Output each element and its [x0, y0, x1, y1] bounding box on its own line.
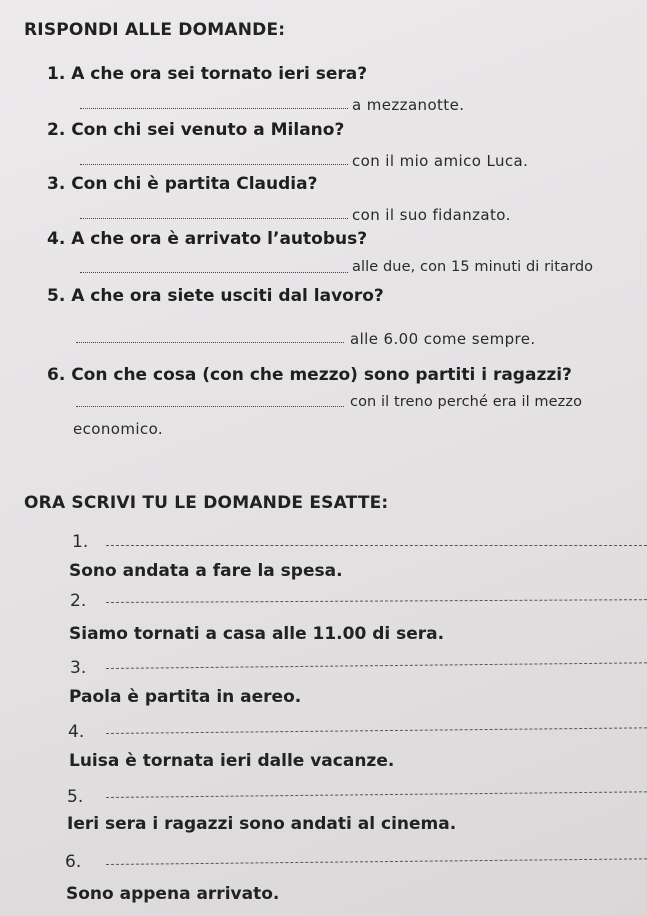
- section2-heading: ORA SCRIVI TU LE DOMANDE ESATTE:: [24, 493, 389, 513]
- question-2: 2. Con chi sei venuto a Milano?: [47, 120, 345, 140]
- question-line-6[interactable]: [106, 858, 647, 865]
- item-number-1: 1.: [72, 532, 89, 552]
- sentence-3: Paola è partita in aereo.: [69, 687, 302, 707]
- answer-2: con il mio amico Luca.: [352, 152, 529, 170]
- question-5: 5. A che ora siete usciti dal lavoro?: [47, 286, 384, 306]
- answer-1: a mezzanotte.: [352, 96, 465, 114]
- question-1: 1. A che ora sei tornato ieri sera?: [47, 64, 368, 84]
- answer-blank-4[interactable]: [80, 272, 348, 273]
- answer-6-continued: economico.: [73, 420, 164, 438]
- item-number-2: 2.: [70, 591, 87, 611]
- question-line-3[interactable]: [106, 662, 647, 669]
- sentence-5: Ieri sera i ragazzi sono andati al cinema.: [67, 814, 457, 834]
- sentence-6: Sono appena arrivato.: [66, 884, 280, 904]
- question-line-2[interactable]: [106, 599, 647, 603]
- question-6: 6. Con che cosa (con che mezzo) sono partiti i ragazzi?: [47, 365, 572, 385]
- item-number-4: 4.: [68, 722, 85, 742]
- question-4: 4. A che ora è arrivato l’autobus?: [47, 229, 368, 249]
- question-line-5[interactable]: [106, 791, 647, 798]
- sentence-2: Siamo tornati a casa alle 11.00 di sera.: [69, 624, 445, 644]
- answer-5: alle 6.00 come sempre.: [350, 330, 536, 348]
- item-number-6: 6.: [65, 852, 82, 872]
- question-line-4[interactable]: [106, 727, 647, 734]
- answer-4: alle due, con 15 minuti di ritardo: [352, 259, 594, 275]
- answer-3: con il suo fidanzato.: [352, 206, 511, 224]
- answer-blank-3[interactable]: [80, 218, 348, 219]
- section1-heading: RISPONDI ALLE DOMANDE:: [24, 20, 286, 40]
- answer-blank-2[interactable]: [80, 164, 348, 165]
- sentence-4: Luisa è tornata ieri dalle vacanze.: [69, 751, 395, 771]
- answer-6: con il treno perché era il mezzo: [350, 394, 583, 410]
- answer-blank-1[interactable]: [80, 108, 348, 109]
- question-3: 3. Con chi è partita Claudia?: [47, 174, 318, 194]
- answer-blank-6[interactable]: [76, 406, 344, 407]
- question-line-1[interactable]: [106, 545, 647, 546]
- sentence-1: Sono andata a fare la spesa.: [69, 561, 343, 581]
- item-number-5: 5.: [67, 787, 84, 807]
- answer-blank-5[interactable]: [76, 342, 344, 343]
- item-number-3: 3.: [70, 658, 87, 678]
